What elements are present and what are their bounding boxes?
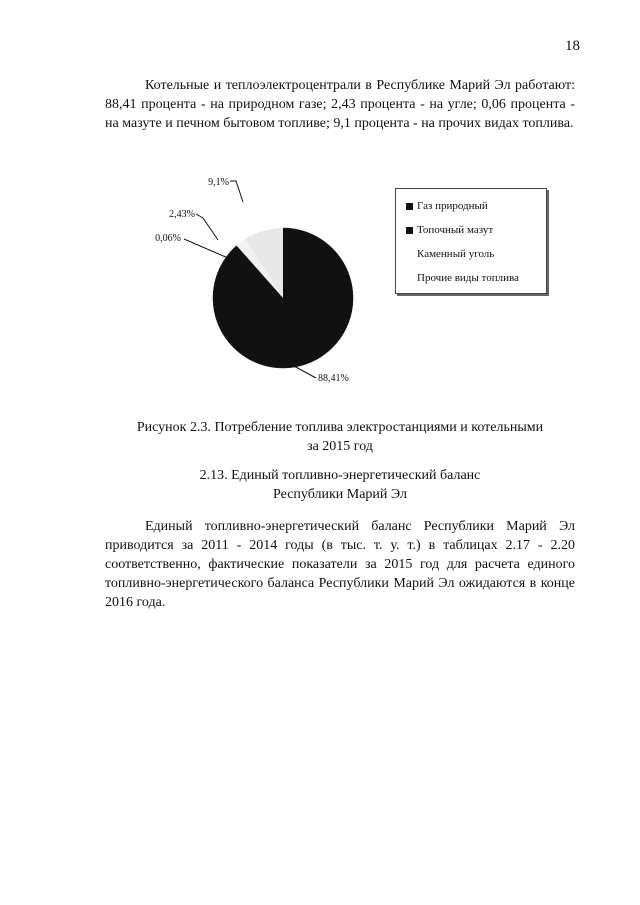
balance-paragraph: Единый топливно-энергетический баланс Республики Марий Эл приводится за 2011 - 2014 годы (в тыс. т. у. т.) в таблицах 2.17 - 2.20 соответственно, фактические показатели за 2015 год для расчета единого топливно-энергетического баланса Республики Марий Эл ожидаются в конце 2016 года. [105,519,575,610]
section-title-line2: Республики Марий Эл [273,487,407,502]
pie-data-label: 9,1% [208,177,229,188]
legend-label: Прочие виды топлива [417,272,519,284]
legend-item-gas [396,194,546,218]
pie-leader-line [230,181,243,202]
chart-legend [395,188,547,294]
legend-label: Каменный уголь [417,248,495,260]
section-title [105,466,575,504]
pie-leader-line [292,365,316,378]
legend-swatch [406,203,413,210]
legend-swatch [406,227,413,234]
pie-leader-line [196,214,218,240]
figure-caption-line2: за 2015 год [307,439,373,454]
figure-caption [105,418,575,456]
legend-item-coal [396,242,546,266]
intro-paragraph: Котельные и теплоэлектроцентрали в Республике Марий Эл работают: 88,41 процента - на природном газе; 2,43 процента - на угле; 0,06 процента - на мазуте и печном бытовом топливе; 9,1 процента - на прочих видах топлива. [105,78,575,131]
pie-data-label: 2,43% [169,209,195,220]
pie-data-label: 0,06% [155,233,181,244]
figure-caption-line1: Рисунок 2.3. Потребление топлива электростанциями и котельными [136,420,544,435]
legend-swatch [406,275,413,282]
legend-item-fuel-oil [396,218,546,242]
pie-data-label: 88,41% [318,373,349,384]
legend-swatch [406,251,413,258]
section-title-line1: 2.13. Единый топливно-энергетический баланс [199,468,481,483]
page-number: 18 [565,38,580,54]
legend-item-other [396,266,546,290]
legend-label: Топочный мазут [417,224,494,236]
legend-label: Газ природный [417,200,488,212]
